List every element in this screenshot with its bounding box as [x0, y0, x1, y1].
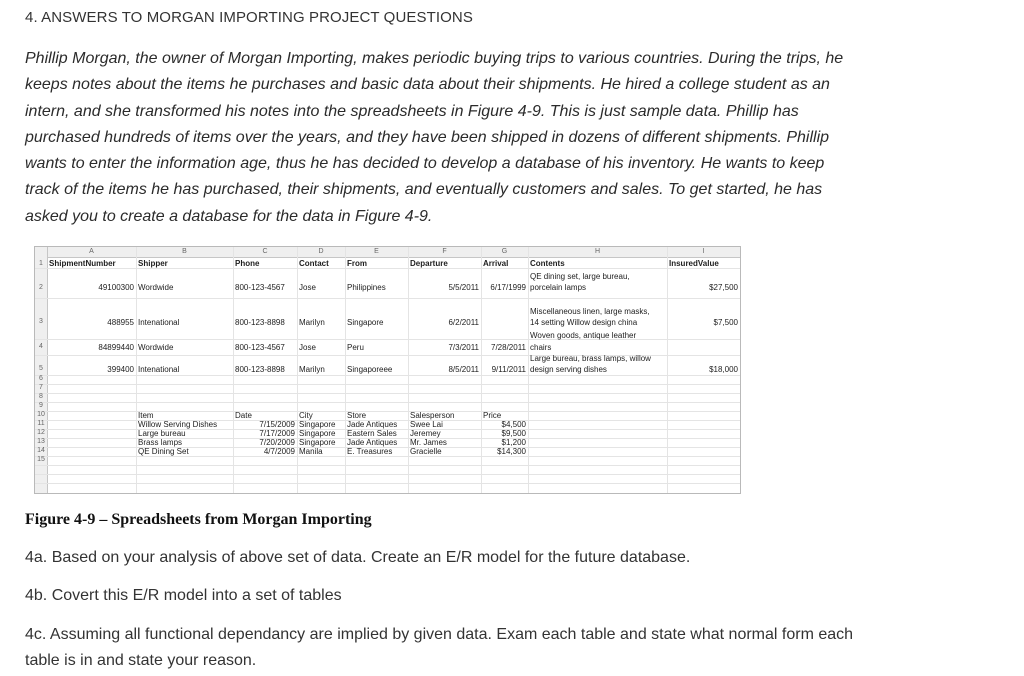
cell-contents: design serving dishes — [530, 365, 607, 374]
items-header-cell: Item — [138, 411, 154, 420]
column-letter: F — [442, 248, 447, 255]
intro-line: track of the items he has purchased, their shipments, and eventually customers and sales. To get started, he has — [25, 181, 823, 199]
cell-shipper: Wordwide — [138, 283, 174, 292]
cell-departure: 5/5/2011 — [448, 283, 479, 292]
cell-from: Peru — [347, 343, 364, 352]
cell-departure: 8/5/2011 — [448, 365, 479, 374]
column-letter: B — [182, 248, 187, 255]
cell-departure: 7/3/2011 — [448, 343, 479, 352]
items-header-cell: Salesperson — [410, 411, 455, 420]
cell-salesperson: Gracielle — [410, 447, 442, 456]
items-header-cell: Store — [347, 411, 367, 420]
row-number: 7 — [39, 384, 43, 391]
cell-phone: 800-123-8898 — [235, 318, 285, 327]
row-number: 3 — [39, 318, 43, 325]
cell-from: Singapore — [347, 318, 384, 327]
cell-contents: 14 setting Willow design china — [530, 318, 638, 327]
cell-date: 7/17/2009 — [259, 429, 295, 438]
column-letter: C — [262, 248, 268, 255]
cell-from: Singaporeee — [347, 365, 393, 374]
items-header-cell: Price — [483, 411, 502, 420]
cell-arrival: 6/17/1999 — [490, 283, 526, 292]
cell-shipment-number: 49100300 — [98, 283, 134, 292]
cell-insured-value: $7,500 — [713, 318, 738, 327]
row-number: 11 — [37, 420, 45, 427]
cell-item: Large bureau — [138, 429, 186, 438]
question-4b: 4b. Covert this E/R model into a set of tables — [25, 587, 342, 604]
intro-line: Phillip Morgan, the owner of Morgan Importing, makes periodic buying trips to various countries. During the trips, he — [25, 50, 844, 67]
cell-shipment-number: 488955 — [107, 318, 134, 327]
cell-shipment-number: 84899440 — [98, 343, 134, 352]
cell-price: $9,500 — [501, 429, 526, 438]
cell-item: Brass lamps — [138, 438, 183, 447]
cell-insured-value: $18,000 — [709, 365, 738, 374]
cell-store: Jade Antiques — [347, 438, 398, 447]
cell-price: $14,300 — [497, 447, 526, 456]
intro-line: asked you to create a database for the data in Figure 4-9. — [25, 207, 433, 225]
cell-shipper: Intenational — [138, 365, 180, 374]
cell-shipment-number: 399400 — [107, 365, 134, 374]
header-cell: Contact — [299, 259, 329, 268]
cell-departure: 6/2/2011 — [448, 318, 479, 327]
cell-insured-value: $27,500 — [709, 283, 738, 292]
figure-caption: Figure 4-9 – Spreadsheets from Morgan Importing — [25, 511, 372, 528]
cell-city: Singapore — [299, 429, 336, 438]
header-cell: ShipmentNumber — [49, 259, 116, 268]
column-letter: A — [89, 248, 94, 255]
row-number: 4 — [39, 343, 43, 350]
items-header-cell: City — [299, 411, 313, 420]
cell-phone: 800-123-4567 — [235, 343, 285, 352]
row-number: 1 — [39, 260, 43, 267]
cell-store: Eastern Sales — [347, 429, 397, 438]
row-number: 8 — [39, 393, 43, 400]
cell-shipper: Wordwide — [138, 343, 174, 352]
row-number: 9 — [39, 402, 43, 409]
page-heading: 4. ANSWERS TO MORGAN IMPORTING PROJECT QUESTIONS — [25, 9, 473, 26]
cell-contents: chairs — [530, 343, 552, 352]
cell-price: $4,500 — [501, 420, 526, 429]
cell-arrival: 9/11/2011 — [491, 365, 526, 374]
cell-contact: Marilyn — [299, 365, 325, 374]
question-4a: 4a. Based on your analysis of above set of data. Create an E/R model for the future database. — [25, 549, 691, 566]
column-letter: E — [374, 248, 379, 255]
cell-contact: Jose — [299, 283, 316, 292]
cell-city: Manila — [299, 447, 323, 456]
row-number: 10 — [37, 411, 45, 418]
cell-contact: Jose — [299, 343, 316, 352]
question-4c-continued: table is in and state your reason. — [25, 652, 257, 669]
column-letter: D — [318, 248, 324, 255]
row-number: 13 — [37, 438, 45, 445]
column-letter: H — [594, 248, 601, 255]
cell-store: E. Treasures — [347, 447, 393, 456]
cell-phone: 800-123-4567 — [235, 283, 285, 292]
cell-contents: Woven goods, antique leather — [530, 331, 637, 340]
cell-price: $1,200 — [501, 438, 526, 447]
cell-salesperson: Swee Lai — [410, 420, 443, 429]
items-header-cell: Date — [235, 411, 252, 420]
cell-date: 4/7/2009 — [263, 447, 295, 456]
cell-salesperson: Jeremey — [410, 429, 441, 438]
header-cell: Contents — [530, 259, 565, 268]
cell-salesperson: Mr. James — [410, 438, 447, 447]
cell-store: Jade Antiques — [347, 420, 398, 429]
row-number: 15 — [37, 456, 45, 463]
intro-line: wants to enter the information age, thus he has decided to develop a database of his inventory. He wants to keep — [25, 155, 825, 173]
header-cell: Phone — [235, 259, 260, 268]
question-4c: 4c. Assuming all functional dependancy are implied by given data. Exam each table and state what normal form each — [25, 626, 854, 643]
cell-date: 7/15/2009 — [259, 420, 295, 429]
cell-phone: 800-123-8898 — [235, 365, 285, 374]
header-cell: Departure — [410, 259, 448, 268]
cell-contents: Miscellaneous linen, large masks, — [530, 307, 650, 316]
row-number: 12 — [37, 429, 45, 436]
cell-city: Singapore — [299, 420, 336, 429]
row-number: 6 — [39, 375, 43, 382]
cell-contents: porcelain lamps — [530, 283, 587, 292]
row-number: 2 — [39, 284, 43, 291]
cell-from: Philippines — [347, 283, 386, 292]
cell-item: QE Dining Set — [138, 447, 189, 456]
cell-contact: Marilyn — [299, 318, 325, 327]
cell-contents: Large bureau, brass lamps, willow — [530, 354, 651, 363]
cell-contents: QE dining set, large bureau, — [530, 272, 630, 281]
header-cell: InsuredValue — [669, 259, 719, 268]
cell-shipper: Intenational — [138, 318, 180, 327]
column-letter: I — [702, 248, 705, 255]
intro-line: purchased hundreds of items over the years, and they have been shipped in dozens of different shipments. Phillip — [25, 128, 830, 146]
cell-city: Singapore — [299, 438, 336, 447]
header-cell: Shipper — [138, 259, 168, 268]
row-number: 5 — [39, 365, 43, 372]
row-number: 14 — [37, 447, 45, 454]
intro-paragraph — [25, 46, 985, 230]
cell-arrival: 7/28/2011 — [491, 343, 526, 352]
cell-date: 7/20/2009 — [259, 438, 295, 447]
intro-line: keeps notes about the items he purchases and basic data about their shipments. He hired a college student as an — [25, 76, 830, 94]
header-cell: Arrival — [483, 259, 509, 268]
intro-line: intern, and she transformed his notes into the spreadsheets in Figure 4-9. This is just sample data. Phillip has — [25, 102, 799, 120]
header-cell: From — [347, 259, 367, 268]
spreadsheet-figure — [34, 246, 741, 494]
column-letter: G — [501, 248, 508, 255]
cell-item: Willow Serving Dishes — [138, 420, 218, 429]
